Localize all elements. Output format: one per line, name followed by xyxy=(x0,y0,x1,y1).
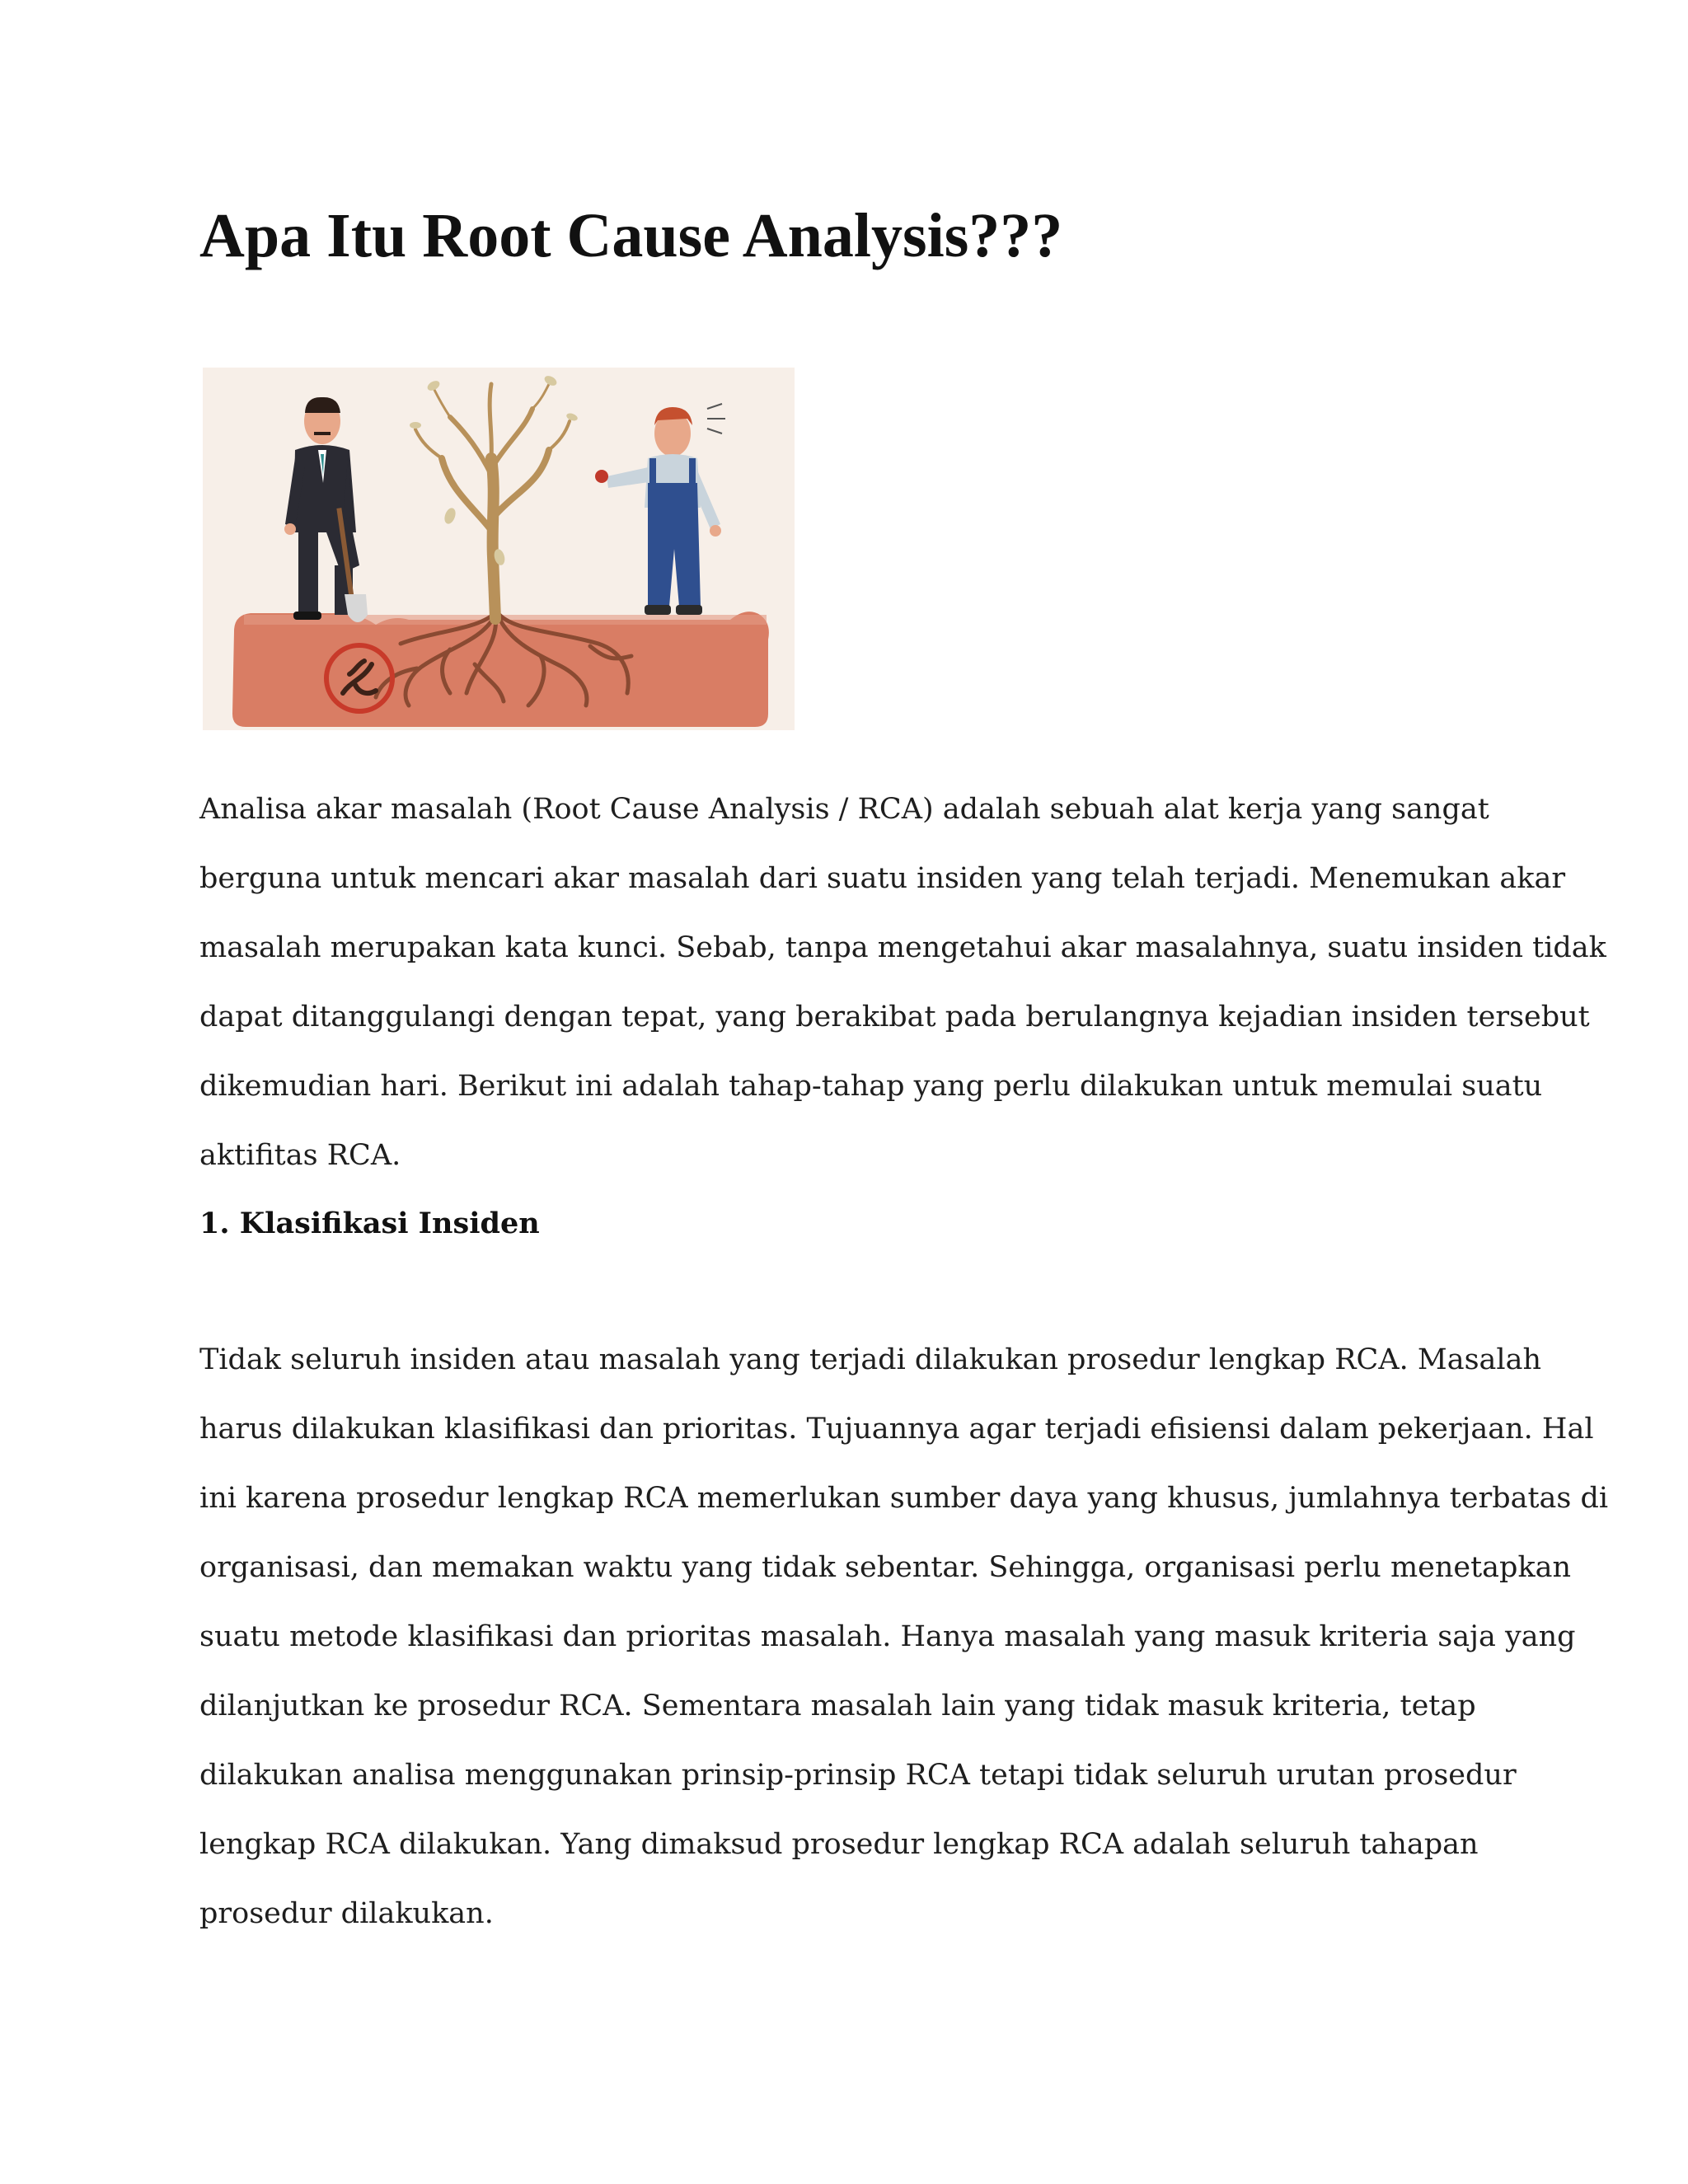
page-title: Apa Itu Root Cause Analysis??? xyxy=(199,201,1063,270)
section-line: organisasi, dan memakan waktu yang tidak sebentar. Sehingga, organisasi perlu menetapkan xyxy=(199,1551,1572,1584)
section-heading: 1. Klasifikasi Insiden xyxy=(199,1207,540,1240)
section-line: prosedur dilakukan. xyxy=(199,1897,494,1930)
intro-paragraph xyxy=(199,775,1606,1190)
intro-line: dapat ditanggulangi dengan tepat, yang berakibat pada berulangnya kejadian insiden tersebut xyxy=(199,1001,1590,1033)
intro-line: masalah merupakan kata kunci. Sebab, tanpa mengetahui akar masalahnya, suatu insiden tidak xyxy=(199,931,1606,964)
section-line: Tidak seluruh insiden atau masalah yang terjadi dilakukan prosedur lengkap RCA. Masalah xyxy=(199,1343,1541,1376)
section-line: suatu metode klasifikasi dan prioritas masalah. Hanya masalah yang masuk kriteria saja yang xyxy=(199,1620,1576,1653)
intro-line: Analisa akar masalah (Root Cause Analysis / RCA) adalah sebuah alat kerja yang sangat xyxy=(199,793,1489,826)
section-line: dilakukan analisa menggunakan prinsip-prinsip RCA tetapi tidak seluruh urutan prosedur xyxy=(199,1759,1517,1792)
illustration-svg xyxy=(203,368,795,730)
section-line: harus dilakukan klasifikasi dan prioritas. Tujuannya agar terjadi efisiensi dalam pekerjaan. Hal xyxy=(199,1413,1594,1446)
intro-line: aktifitas RCA. xyxy=(199,1139,401,1172)
intro-line: dikemudian hari. Berikut ini adalah tahap-tahap yang perlu dilakukan untuk memulai suatu xyxy=(199,1070,1543,1103)
section-line: ini karena prosedur lengkap RCA memerlukan sumber daya yang khusus, jumlahnya terbatas di xyxy=(199,1482,1609,1515)
section-line: lengkap RCA dilakukan. Yang dimaksud prosedur lengkap RCA adalah seluruh tahapan xyxy=(199,1828,1479,1861)
root-cause-illustration xyxy=(203,368,795,730)
intro-line: berguna untuk mencari akar masalah dari suatu insiden yang telah terjadi. Menemukan akar xyxy=(199,862,1566,895)
classification-paragraph xyxy=(199,1325,1609,1948)
soil-block xyxy=(232,612,769,727)
section-line: dilanjutkan ke prosedur RCA. Sementara masalah lain yang tidak masuk kriteria, tetap xyxy=(199,1690,1476,1722)
